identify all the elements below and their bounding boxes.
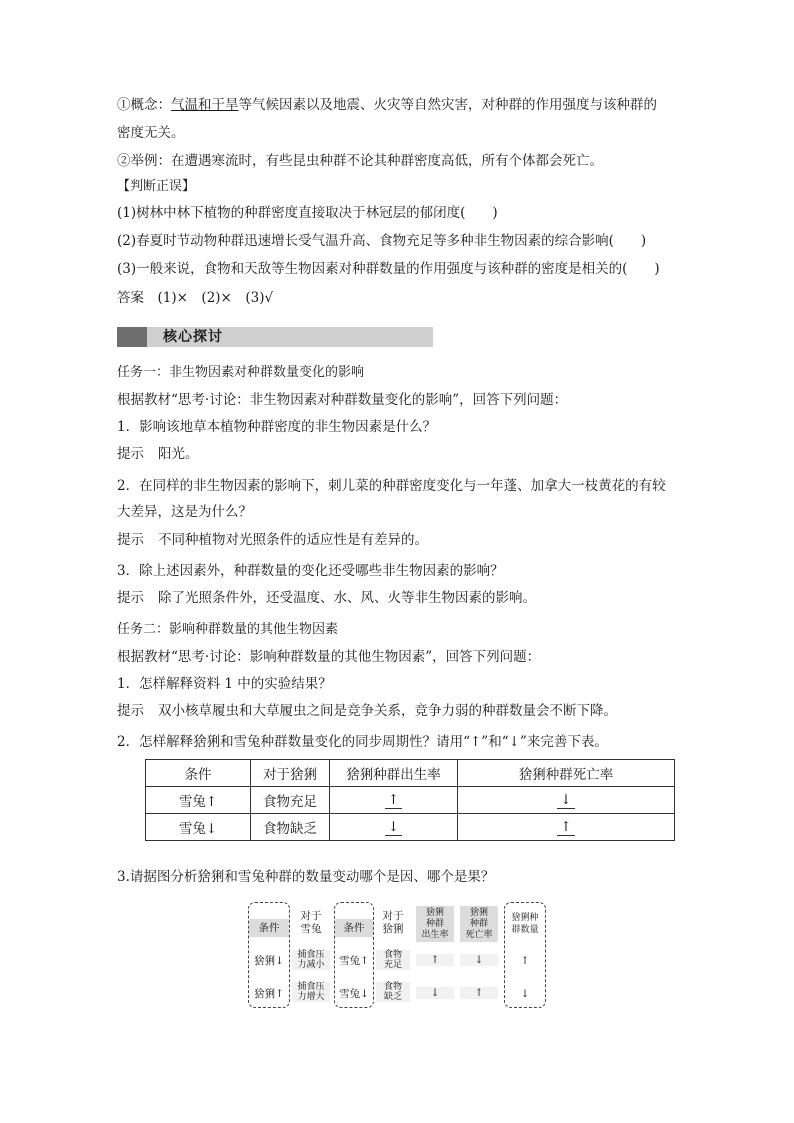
figure-cell: ↓ bbox=[416, 987, 454, 999]
table-row bbox=[146, 814, 675, 841]
table-header-cell: 猞猁种群死亡率 bbox=[458, 760, 675, 787]
task1-a1 bbox=[117, 444, 199, 464]
figure-col-for-hare bbox=[292, 902, 330, 1006]
figure-cell: 猞猁种 bbox=[511, 913, 539, 923]
concept-underlined: 气温和干旱 bbox=[171, 97, 239, 113]
answer-arrow: ↑ bbox=[385, 792, 402, 809]
figure-cell: 猞猁↑ bbox=[254, 988, 284, 1000]
task1-a2 bbox=[117, 530, 428, 550]
figure-cell: 食物 bbox=[376, 950, 410, 960]
figure-cell: 猞猁 bbox=[425, 908, 444, 918]
task2-q1: 1．怎样解释资料 1 中的实验结果？ bbox=[117, 676, 332, 692]
section-title: 核心探讨 bbox=[163, 329, 223, 345]
figure-cell: 捕食压 bbox=[292, 982, 330, 992]
table-cell bbox=[458, 814, 675, 841]
task1-a3 bbox=[117, 588, 536, 608]
figure-cell: ↑ bbox=[520, 955, 530, 967]
tip-label: 提示 bbox=[117, 703, 144, 719]
figure-cell: 条件 bbox=[335, 919, 373, 937]
task2-title: 任务二：影响种群数量的其他生物因素 bbox=[117, 622, 339, 637]
table-cell: 雪兔↑ bbox=[146, 787, 251, 814]
example-line: ②举例：在遭遇寒流时，有些昆虫种群不论其种群密度高低，所有个体都会死亡。 bbox=[117, 153, 603, 169]
figure-cell: 缺乏 bbox=[376, 992, 410, 1002]
figure-cell: 力减小 bbox=[292, 960, 330, 970]
task2-intro: 根据教材“思考·讨论：影响种群数量的其他生物因素”，回答下列问题： bbox=[117, 649, 541, 665]
figure-cell: 食物 bbox=[376, 982, 410, 992]
task1-title: 任务一：非生物因素对种群数量变化的影响 bbox=[117, 365, 365, 380]
answer-arrow: ↓ bbox=[385, 819, 402, 836]
task1-q3: 3．除上述因素外，种群数量的变化还受哪些非生物因素的影响？ bbox=[117, 563, 504, 579]
tip-label: 提示 bbox=[117, 590, 144, 606]
cause-effect-figure bbox=[248, 898, 548, 1012]
task1-q1: 1．影响该地草本植物种群密度的非生物因素是什么？ bbox=[117, 419, 437, 435]
figure-col-condition-hare bbox=[334, 902, 374, 1008]
task1-a3-text: 除了光照条件外，还受温度、水、风、火等非生物因素的影响。 bbox=[158, 590, 536, 606]
answer-arrow: ↓ bbox=[557, 792, 574, 809]
figure-cell: 死亡率 bbox=[465, 930, 493, 940]
task1-intro: 根据教材“思考·讨论：非生物因素对种群数量变化的影响”，回答下列问题： bbox=[117, 392, 568, 408]
table-cell: 食物充足 bbox=[251, 787, 330, 814]
table-header-cell: 条件 bbox=[146, 760, 251, 787]
figure-cell: 群数量 bbox=[511, 925, 539, 935]
figure-col-lynx-population bbox=[504, 902, 546, 1008]
task1-q2-line1: 2．在同样的非生物因素的影响下，刺儿菜的种群密度变化与一年蓬、加拿大一枝黄花的有较 bbox=[117, 478, 666, 494]
figure-cell: ↑ bbox=[460, 987, 498, 999]
figure-col-for-lynx bbox=[376, 902, 410, 1006]
figure-cell: 出生率 bbox=[421, 930, 449, 940]
judge-item-2: (2)春夏时节动物种群迅速增长受气温升高、食物充足等多种非生物因素的综合影响( ) bbox=[117, 233, 647, 249]
judge-item-3: (3)一般来说，食物和天敌等生物因素对种群数量的作用强度与该种群的密度是相关的( ) bbox=[117, 261, 660, 277]
table-header-cell: 猞猁种群出生率 bbox=[330, 760, 458, 787]
figure-cell: ↓ bbox=[520, 988, 530, 1000]
figure-cell: 种群 bbox=[469, 919, 488, 929]
figure-cell: 雪兔↓ bbox=[339, 988, 369, 1000]
judge-answer: 答案 (1)× (2)× (3)√ bbox=[117, 290, 274, 306]
figure-cell: 猞猁↓ bbox=[254, 955, 284, 967]
table-cell bbox=[330, 787, 458, 814]
figure-cell: 猞猁 bbox=[382, 923, 404, 935]
figure-cell: ↓ bbox=[460, 954, 498, 966]
task1-a1-text: 阳光。 bbox=[158, 446, 199, 462]
task1-a2-text: 不同种植物对光照条件的适应性是有差异的。 bbox=[158, 532, 428, 548]
task2-a1 bbox=[117, 701, 617, 721]
concept-line-2: 密度无关。 bbox=[117, 125, 185, 141]
concept-line-1 bbox=[117, 95, 657, 115]
judge-heading: 【判断正误】 bbox=[117, 179, 196, 194]
section-header-accent bbox=[117, 327, 147, 347]
task2-q2: 2．怎样解释猞猁和雪兔种群数量变化的同步周期性？请用“↑”和“↓”来完善下表。 bbox=[117, 734, 608, 750]
answer-arrow: ↑ bbox=[557, 819, 574, 836]
figure-cell: 猞猁 bbox=[469, 908, 488, 918]
table-header-row bbox=[146, 760, 675, 787]
figure-cell: 捕食压 bbox=[292, 950, 330, 960]
figure-cell: 对于 bbox=[382, 910, 404, 922]
task2-q3: 3.请据图分析猞猁和雪兔种群的数量变动哪个是因、哪个是果？ bbox=[117, 869, 495, 885]
table-cell: 雪兔↓ bbox=[146, 814, 251, 841]
tip-label: 提示 bbox=[117, 446, 144, 462]
figure-cell: 力增大 bbox=[292, 992, 330, 1002]
figure-cell: 雪兔↑ bbox=[339, 955, 369, 967]
table-header-cell: 对于猞猁 bbox=[251, 760, 330, 787]
table-row bbox=[146, 787, 675, 814]
judge-item-1: (1)树林中林下植物的种群密度直接取决于林冠层的郁闭度( ) bbox=[117, 205, 498, 221]
figure-cell: 对于 bbox=[300, 910, 322, 922]
tip-label: 提示 bbox=[117, 532, 144, 548]
figure-col-death-rate bbox=[460, 902, 498, 1006]
lynx-hare-table bbox=[145, 759, 675, 841]
task2-a1-text: 双小核草履虫和大草履虫之间是竞争关系，竞争力弱的种群数量会不断下降。 bbox=[158, 703, 617, 719]
table-cell bbox=[330, 814, 458, 841]
figure-col-condition-lynx bbox=[248, 902, 290, 1008]
concept-rest: 等气候因素以及地震、火灾等自然灾害，对种群的作用强度与该种群的 bbox=[238, 97, 657, 113]
table-cell: 食物缺乏 bbox=[251, 814, 330, 841]
figure-col-birth-rate bbox=[416, 902, 454, 1006]
table-cell bbox=[458, 787, 675, 814]
section-header-bar bbox=[117, 327, 433, 347]
concept-prefix: ①概念： bbox=[117, 97, 171, 113]
figure-cell: 雪兔 bbox=[300, 923, 322, 935]
figure-cell: 条件 bbox=[249, 919, 289, 937]
figure-cell: ↑ bbox=[416, 954, 454, 966]
figure-cell: 种群 bbox=[425, 919, 444, 929]
figure-cell: 充足 bbox=[376, 960, 410, 970]
task1-q2-line2: 大差异，这是为什么？ bbox=[117, 504, 252, 520]
